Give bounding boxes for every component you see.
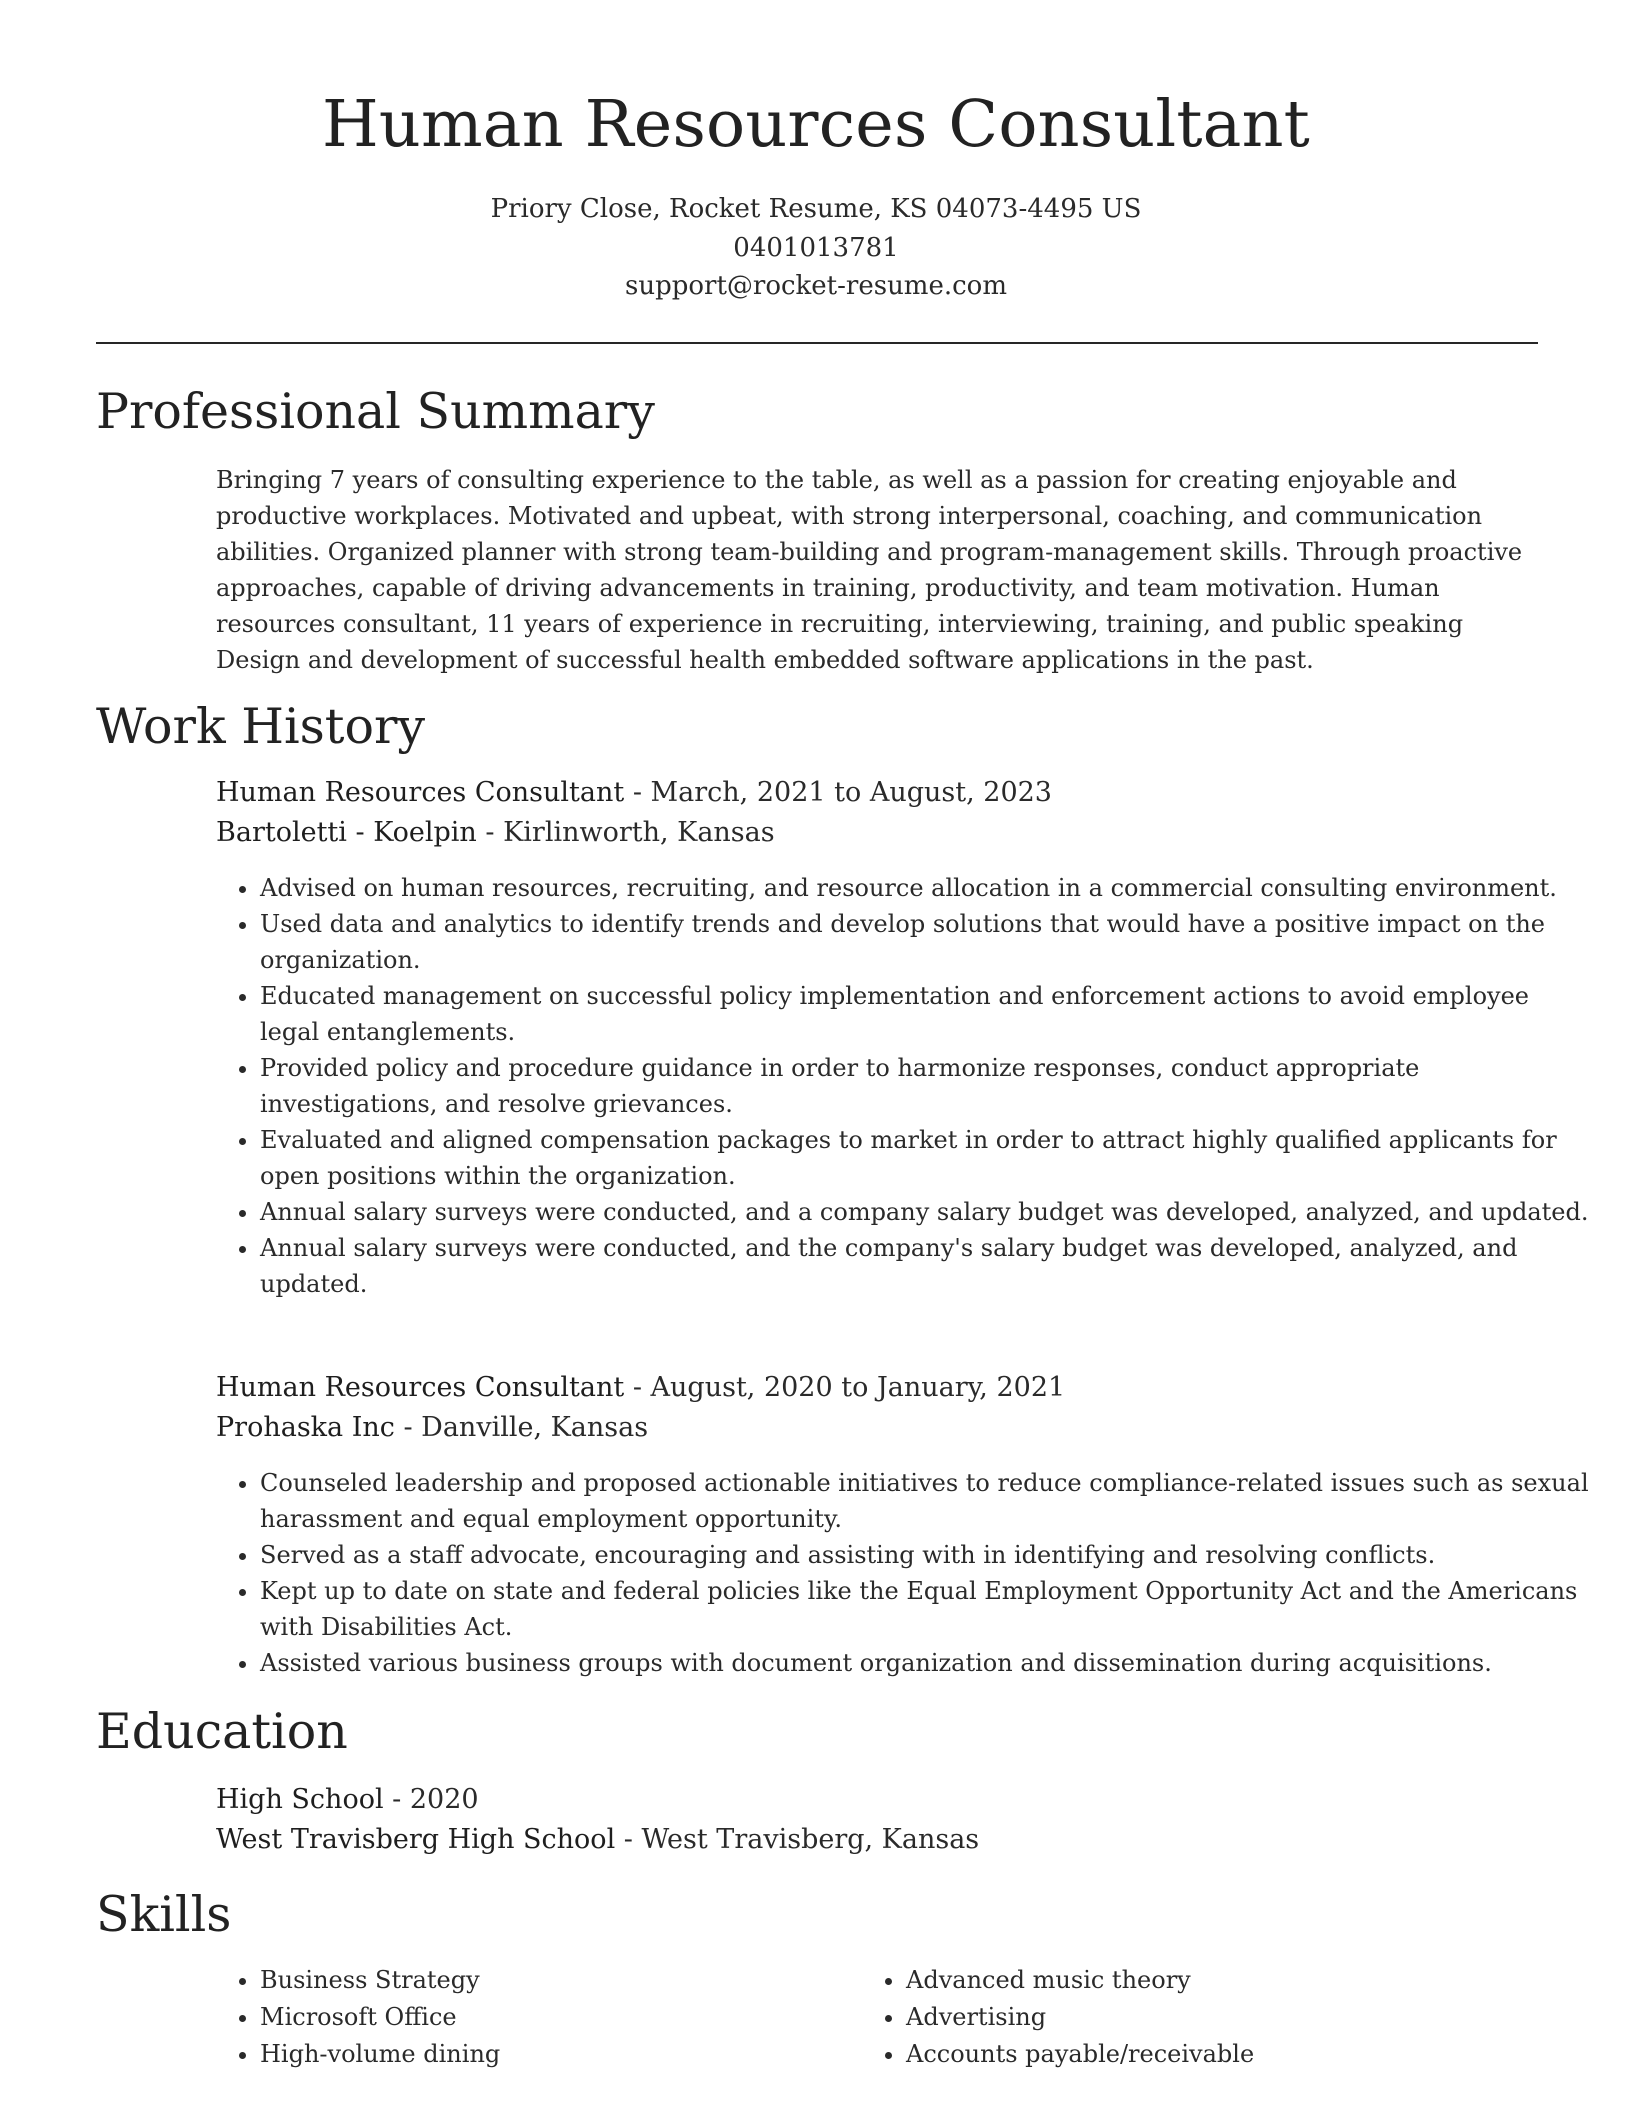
job-1-bullets bbox=[216, 870, 1590, 1302]
list-item: • Served as a staff advocate, encouraging and assisting with in identifying and resolving conflicts. bbox=[260, 1537, 1590, 1573]
job-1-dates: - March, 2021 to August, 2023 bbox=[624, 777, 1052, 808]
candidate-title: Human Resources Consultant bbox=[322, 87, 1310, 162]
job-1-company: Bartoletti - Koelpin bbox=[216, 817, 477, 848]
job-2-company: Prohaska Inc bbox=[216, 1412, 395, 1443]
skills-list-left bbox=[216, 1962, 860, 2073]
skill-item: • Advertising bbox=[906, 1999, 1506, 2036]
list-item: • Advised on human resources, recruiting, and resource allocation in a commercial consulting environment. bbox=[260, 870, 1590, 906]
job-2-dates: - August, 2020 to January, 2021 bbox=[624, 1372, 1066, 1403]
job-1-title-line bbox=[216, 773, 1540, 813]
skill-item: • Accounts payable/receivable bbox=[906, 2036, 1506, 2073]
education-school: West Travisberg High School bbox=[216, 1824, 616, 1855]
job-2-position: Human Resources Consultant bbox=[216, 1372, 625, 1403]
list-item: • Evaluated and aligned compensation packages to market in order to attract highly qualified applicants for open positions within the organization. bbox=[260, 1122, 1590, 1194]
contact-address: Priory Close, Rocket Resume, KS 04073-4495 US bbox=[490, 194, 1142, 224]
job-2-company-line bbox=[216, 1408, 1540, 1448]
summary-heading: Professional Summary bbox=[96, 383, 655, 440]
skill-item: • Business Strategy bbox=[260, 1962, 860, 1999]
summary-text: Bringing 7 years of consulting experience to the table, as well as a passion for creating enjoyable and productive workplaces. Motivated and upbeat, with strong interpersonal, coaching, and communication abilities. Organized planner with strong team-building and program-management skills. Through proactive approaches, capable of driving advancements in training, productivity, and team motivation. Human resources consultant, 11 years of experience in recruiting, interviewing, training, and public speaking Design and development of successful health embedded software applications in the past. bbox=[216, 466, 1523, 674]
list-item: • Kept up to date on state and federal policies like the Equal Employment Opportunity Act and the Americans with Disabilities Act. bbox=[260, 1573, 1590, 1645]
education-year: - 2020 bbox=[383, 1784, 479, 1815]
list-item: • Educated management on successful policy implementation and enforcement actions to avoid employee legal entanglements. bbox=[260, 978, 1590, 1050]
resume-header bbox=[0, 84, 1632, 306]
header-divider bbox=[96, 342, 1538, 344]
list-item: • Assisted various business groups with document organization and dissemination during acquisitions. bbox=[260, 1645, 1590, 1681]
job-1-company-line bbox=[216, 813, 1540, 853]
skill-item: • Microsoft Office bbox=[260, 1999, 860, 2036]
skills-heading: Skills bbox=[96, 1886, 232, 1943]
skills-list-right bbox=[862, 1962, 1506, 2073]
list-item: • Used data and analytics to identify trends and develop solutions that would have a positive impact on the organization. bbox=[260, 906, 1590, 978]
education-school-line bbox=[216, 1820, 1540, 1860]
skill-item: • Advanced music theory bbox=[906, 1962, 1506, 1999]
education-heading: Education bbox=[96, 1703, 348, 1760]
work-history-heading: Work History bbox=[96, 698, 426, 755]
job-2-bullets bbox=[216, 1465, 1590, 1681]
job-2-title-line bbox=[216, 1368, 1540, 1408]
list-item: • Annual salary surveys were conducted, and the company's salary budget was developed, analyzed, and updated. bbox=[260, 1230, 1590, 1302]
list-item: • Annual salary surveys were conducted, and a company salary budget was developed, analyzed, and updated. bbox=[260, 1194, 1590, 1230]
job-2-header bbox=[216, 1368, 1540, 1448]
contact-phone: 0401013781 bbox=[733, 232, 899, 263]
education-degree-line bbox=[216, 1780, 1540, 1820]
job-2-location: - Danville, Kansas bbox=[394, 1412, 649, 1443]
job-1-header bbox=[216, 773, 1540, 853]
contact-email: support@rocket-resume.com bbox=[624, 271, 1007, 301]
list-item: • Provided policy and procedure guidance in order to harmonize responses, conduct appropriate investigations, and resolve grievances. bbox=[260, 1050, 1590, 1122]
education-degree: High School bbox=[216, 1784, 384, 1815]
list-item: • Counseled leadership and proposed actionable initiatives to reduce compliance-related issues such as sexual harassment and equal employment opportunity. bbox=[260, 1465, 1590, 1537]
skill-item: • High-volume dining bbox=[260, 2036, 860, 2073]
contact-block bbox=[0, 190, 1632, 306]
education-location: - West Travisberg, Kansas bbox=[615, 1824, 980, 1855]
job-1-location: - Kirlinworth, Kansas bbox=[476, 817, 775, 848]
job-1-position: Human Resources Consultant bbox=[216, 777, 625, 808]
education-entry bbox=[216, 1780, 1540, 1860]
